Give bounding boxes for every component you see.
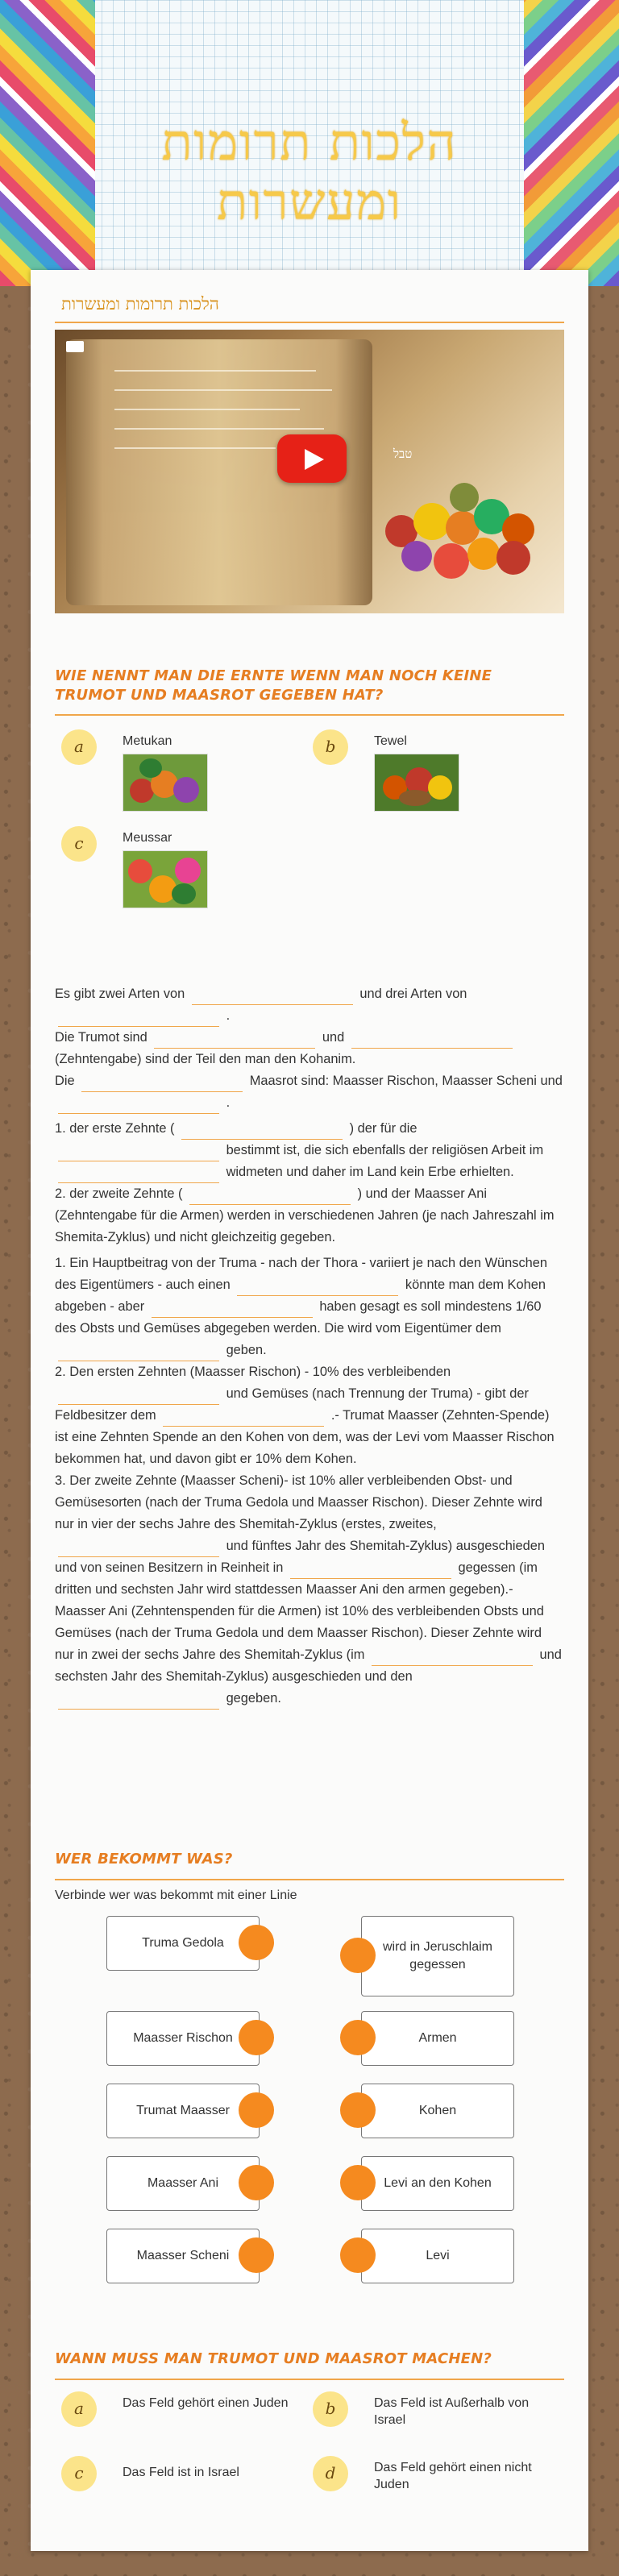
- match-left-3[interactable]: Trumat Maasser: [106, 2084, 260, 2138]
- match-left-4[interactable]: Maasser Ani: [106, 2156, 260, 2211]
- match-left-handle[interactable]: [239, 2020, 274, 2055]
- cloze-paragraph-1: Es gibt zwei Arten von und drei Arten von . Die Trumot sind und (Zehntengabe) sind der Teil den man den Kohanim. Die Maasrot sind: Maasser Rischon, Maasser Scheni und .: [55, 983, 564, 1114]
- vegetable-basket-image: [123, 754, 208, 812]
- video-play-button[interactable]: [277, 434, 347, 483]
- match-right-3[interactable]: Kohen: [361, 2084, 514, 2138]
- q1-divider: [55, 714, 564, 716]
- cloze-paragraph-2: 1. der erste Zehnte ( ) der für die bestimmt ist, die sich ebenfalls der religiösen Arbeit im widmeten und daher im Land kein Erbe erhielten. 2. der zweite Zehnte ( ) und der Maasser Ani (Zehntengabe für die Armen) werden in verschiedenen Jahren (je nach Jahreszahl im Shemita-Zyklus) und nicht gleichzeitig gegeben.: [55, 1121, 555, 1244]
- chevron-pattern-left: [0, 0, 95, 286]
- match-left-handle[interactable]: [239, 2092, 274, 2128]
- video-player[interactable]: [55, 330, 564, 613]
- match-right-5[interactable]: Levi: [361, 2229, 514, 2283]
- blank-input[interactable]: [154, 1030, 315, 1049]
- q3-divider: [55, 2379, 564, 2380]
- q1-title: WIE NENNT MAN DIE ERNTE WENN MAN NOCH KEINE TRUMOT UND MAASROT GEGEBEN HAT?: [55, 667, 492, 704]
- match-right-handle[interactable]: [340, 2020, 376, 2055]
- cloze-paragraph-3: 1. Ein Hauptbeitrag von der Truma - nach der Thora - variiert je nach den Wünschen des Eigentümers - auch einen könnte man dem Kohen abgeben - aber haben gesagt es soll mindestens 1/60 des Obsts und Gemüses abgegeben werden. Die wird vom Eigentümer dem geben. 2. Den ersten Zehnten (Maasser Rischon) - 10% des verbleibenden und Gemüses (nach Trennung der Truma) - gibt der Feldbesitzer dem .- Trumat Maasser (Zehnten-Spende) ist eine Zehnten Spende an den Kohen von dem, was der Levi vom Maasser Rischon bekommen hat, und davon gibt er 10% dem Kohen. 3. Der zweite Zehnte (Maasser Scheni)- ist 10% aller verbleibenden Obst- und Gemüsesorten (nach der Truma Gedola und Maasser Rischon). Dieser Zehnte wird nur in vier der sechs Jahre des Shemitah-Zyklus (erstes, zweites, und fünftes Jahr des Shemitah-Zyklus) ausgeschieden und von seinen Besitzern in Reinheit in gegessen (im dritten und sechsten Jahr wird stattdessen Maasser Ani den armen gegeben).- Maasser Ani (Zehntenspenden für die Armen) ist 10% des verbleibenden Obsts und Gemüses (nach der Truma Gedola und dem Maasser Rischon). Dieser Zehnte wird nur in zwei der sechs Jahre des Shemitah-Zyklus (im und sechsten Jahr des Shemitah-Zyklus) ausgeschieden und den gegeben.: [55, 1253, 564, 1710]
- blank-input[interactable]: [58, 1008, 219, 1027]
- match-left-handle[interactable]: [239, 2237, 274, 2273]
- option-key-bubble: c: [61, 2456, 97, 2491]
- blank-input[interactable]: [192, 987, 353, 1005]
- video-channel-icon: [66, 341, 84, 352]
- play-icon: [305, 449, 324, 470]
- lesson-card: [31, 270, 588, 2551]
- blank-input[interactable]: [372, 1647, 533, 1666]
- cloze-section: [55, 983, 564, 1714]
- blank-input[interactable]: [163, 1408, 324, 1427]
- option-label: Das Feld ist Außerhalb von Israel: [374, 2396, 530, 2427]
- q2-subtitle: Verbinde wer was bekommt mit einer Linie: [55, 1888, 297, 1902]
- option-label: Tewel: [374, 734, 407, 748]
- option-key-bubble: d: [313, 2456, 348, 2491]
- q2-divider: [55, 1879, 564, 1880]
- option-key-bubble: c: [61, 826, 97, 862]
- page-header: [0, 0, 619, 286]
- option-label: Das Feld gehört einen nicht Juden: [374, 2461, 532, 2491]
- blank-input[interactable]: [237, 1278, 398, 1296]
- option-label: Metukan: [123, 734, 172, 748]
- blank-input[interactable]: [58, 1386, 219, 1405]
- card-title: הלכות תרומות ומעשרות: [61, 294, 219, 314]
- blank-input[interactable]: [58, 1539, 219, 1557]
- blank-input[interactable]: [81, 1074, 243, 1092]
- match-right-handle[interactable]: [340, 2092, 376, 2128]
- match-left-handle[interactable]: [239, 1925, 274, 1960]
- chevron-pattern-right: [524, 0, 619, 286]
- option-key-bubble: b: [313, 2391, 348, 2427]
- match-right-handle[interactable]: [340, 1938, 376, 1973]
- blank-input[interactable]: [58, 1095, 219, 1114]
- match-left-2[interactable]: Maasser Rischon: [106, 2011, 260, 2066]
- option-label: Das Feld gehört einen Juden: [123, 2396, 289, 2410]
- option-key-bubble: a: [61, 729, 97, 765]
- title-divider: [55, 322, 564, 323]
- vegetable-basket-image: [123, 850, 208, 908]
- q3-title: WANN MUSS MAN TRUMOT UND MAASROT MACHEN?: [55, 2350, 492, 2367]
- header-title: הלכות תרומות ומעשרות: [161, 113, 458, 231]
- blank-input[interactable]: [152, 1299, 313, 1318]
- match-right-1[interactable]: wird in Jeruschlaim gegessen: [361, 1916, 514, 1996]
- match-right-4[interactable]: Levi an den Kohen: [361, 2156, 514, 2211]
- option-label: Meussar: [123, 831, 172, 845]
- blank-input[interactable]: [58, 1143, 219, 1161]
- match-right-handle[interactable]: [340, 2237, 376, 2273]
- blank-input[interactable]: [351, 1030, 513, 1049]
- match-right-handle[interactable]: [340, 2165, 376, 2200]
- match-left-1[interactable]: Truma Gedola: [106, 1916, 260, 1971]
- q2-title: WER BEKOMMT WAS?: [55, 1851, 233, 1868]
- match-left-5[interactable]: Maasser Scheni: [106, 2229, 260, 2283]
- match-right-2[interactable]: Armen: [361, 2011, 514, 2066]
- blank-input[interactable]: [58, 1343, 219, 1361]
- blank-input[interactable]: [58, 1691, 219, 1710]
- option-label: Das Feld ist in Israel: [123, 2466, 239, 2479]
- blank-input[interactable]: [181, 1121, 343, 1140]
- video-caption: טבל: [393, 447, 413, 461]
- match-left-handle[interactable]: [239, 2165, 274, 2200]
- option-key-bubble: b: [313, 729, 348, 765]
- blank-input[interactable]: [290, 1560, 451, 1579]
- option-key-bubble: a: [61, 2391, 97, 2427]
- blank-input[interactable]: [58, 1165, 219, 1183]
- vegetable-basket-image: [374, 754, 459, 812]
- blank-input[interactable]: [189, 1186, 351, 1205]
